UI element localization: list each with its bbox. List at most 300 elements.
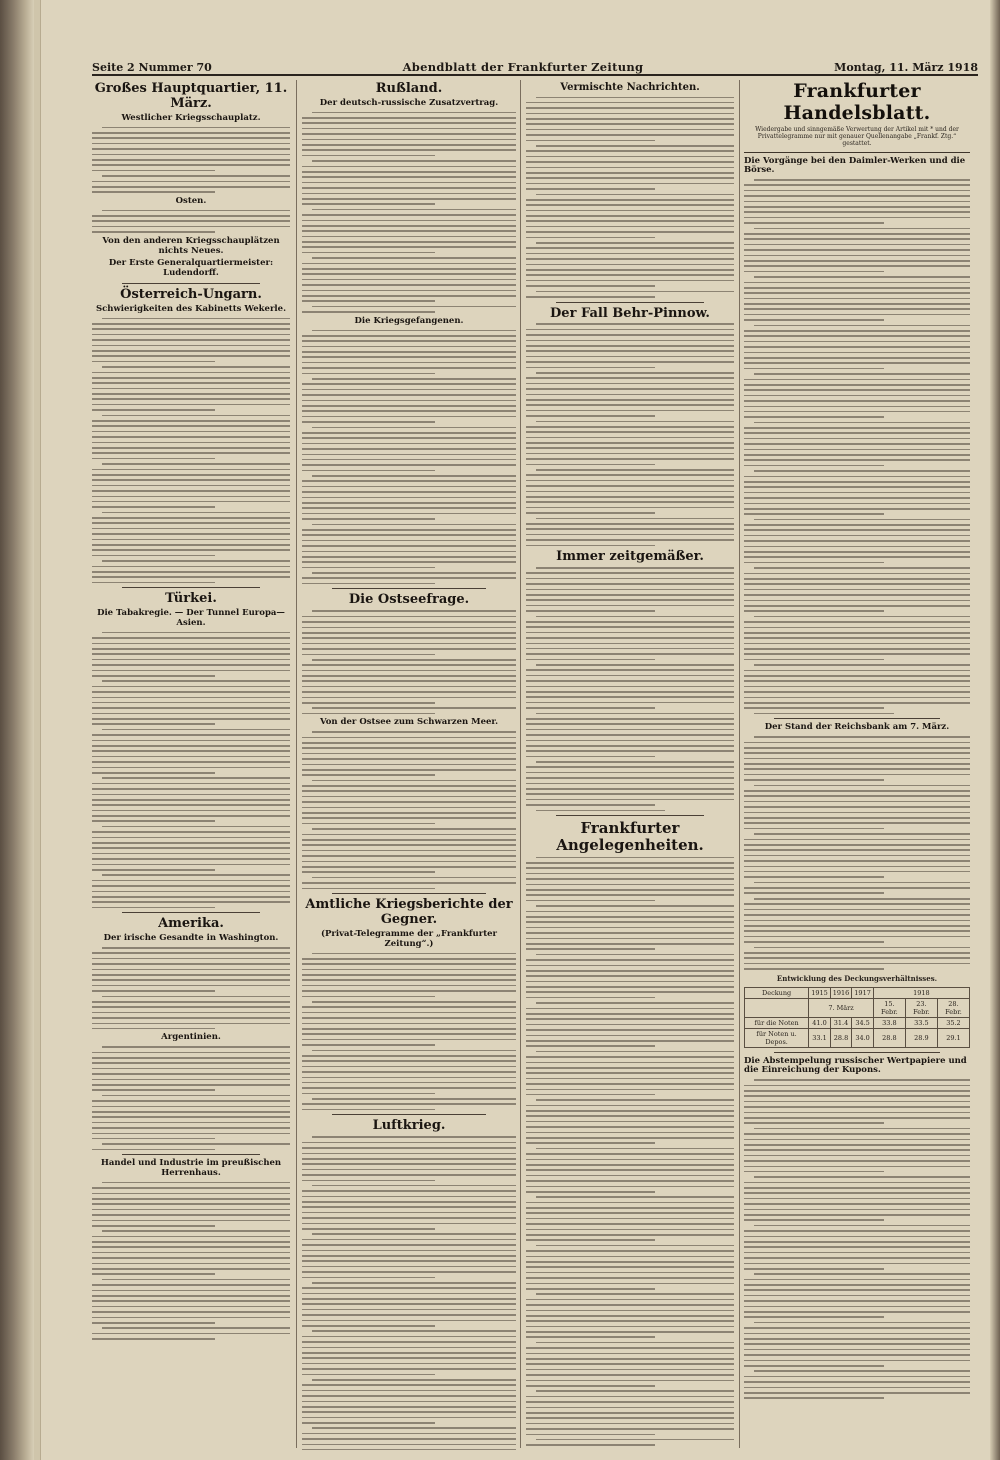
divider: [744, 152, 970, 153]
text-line: [744, 459, 970, 461]
text-line: [312, 524, 516, 526]
text-line: [312, 330, 516, 332]
section-heading: Der Fall Behr-Pinnow.: [550, 305, 710, 321]
table-cell: 7. März: [809, 998, 874, 1017]
text-line: [302, 643, 516, 645]
text-line: [302, 1055, 516, 1057]
text-line: [744, 271, 884, 273]
text-line: [302, 1174, 516, 1176]
text-line: [302, 241, 516, 243]
text-line: [744, 1144, 970, 1146]
text-line: [526, 150, 734, 152]
text-line: [754, 1176, 970, 1178]
text-line: [92, 891, 290, 893]
text-line: [92, 1257, 290, 1259]
text-line: [92, 707, 290, 709]
text-line: [302, 1071, 516, 1073]
text-line: [92, 1100, 290, 1102]
text-line: [744, 779, 884, 781]
text-line: [526, 884, 734, 886]
divider: [122, 1154, 260, 1155]
text-line: [526, 862, 734, 864]
text-line: [92, 1017, 290, 1019]
text-line: [526, 1347, 734, 1349]
text-line: [302, 1347, 516, 1349]
text-line: [92, 1073, 290, 1075]
text-line: [302, 284, 516, 286]
text-line: [92, 220, 290, 222]
text-line: [92, 420, 290, 422]
text-line: [302, 529, 516, 531]
text-line: [302, 823, 435, 825]
subheading: Der irische Gesandte in Washington.: [103, 933, 279, 944]
text-line: [526, 740, 734, 742]
text-line: [744, 1268, 884, 1270]
text-line: [302, 405, 516, 407]
text-line: [92, 713, 290, 715]
text-line: [744, 1209, 970, 1211]
text-line: [744, 1219, 884, 1221]
subheading: Osten.: [175, 195, 207, 206]
text-line: [92, 154, 290, 156]
text-line: [302, 1314, 516, 1316]
text-line: [744, 876, 884, 878]
text-line: [744, 206, 970, 208]
text-line: [92, 963, 290, 965]
table-cell: 28.8: [830, 1028, 852, 1047]
text-line: [754, 898, 970, 900]
text-line: [526, 399, 734, 401]
text-line: [526, 1417, 734, 1419]
text-line: [526, 534, 734, 536]
text-line: [526, 415, 655, 417]
text-line: [302, 1163, 516, 1165]
table-header: 1916: [830, 987, 852, 998]
text-line: [302, 1401, 516, 1403]
text-line: [92, 697, 290, 699]
text-line: [526, 1261, 734, 1263]
text-line: [744, 600, 970, 602]
text-line: [302, 373, 435, 375]
text-line: [302, 1287, 516, 1289]
text-line: [92, 334, 290, 336]
text-line: [92, 539, 290, 541]
text-line: [92, 718, 290, 720]
text-line: [526, 394, 734, 396]
text-line: [302, 1077, 516, 1079]
text-line: [302, 1028, 516, 1030]
text-line: [744, 346, 970, 348]
text-line: [92, 653, 290, 655]
text-line: [302, 1250, 516, 1252]
text-line: [744, 535, 970, 537]
text-line: [302, 1023, 516, 1025]
text-line: [744, 341, 970, 343]
text-line: [744, 508, 970, 510]
text-line: [312, 1136, 516, 1138]
text-line: [302, 974, 516, 976]
text-line: [302, 985, 516, 987]
text-line: [744, 627, 970, 629]
text-line: [302, 459, 516, 461]
text-line: [526, 873, 734, 875]
text-line: [302, 1044, 435, 1046]
text-line: [744, 903, 970, 905]
subheading: Von den anderen Kriegsschauplätzen nichts Neues.: [102, 235, 280, 256]
text-line: [302, 236, 516, 238]
text-line: [302, 1223, 516, 1225]
text-line: [92, 815, 290, 817]
text-line: [526, 1008, 734, 1010]
column-rule: [520, 80, 521, 1448]
text-line: [92, 485, 290, 487]
text-line: [92, 952, 290, 954]
text-line: [302, 1368, 516, 1370]
text-line: [92, 452, 290, 454]
text-line: [744, 1198, 970, 1200]
text-line: [312, 1098, 516, 1100]
text-line: [526, 783, 734, 785]
divider: [556, 302, 704, 303]
text-line: [92, 1203, 290, 1205]
text-line: [744, 1289, 970, 1291]
text-line: [526, 718, 734, 720]
section-heading: Rußland.: [375, 81, 443, 96]
text-line: [526, 1369, 734, 1371]
text-line: [302, 410, 516, 412]
text-line: [92, 664, 290, 666]
text-line: [744, 925, 970, 927]
text-line: [102, 1095, 290, 1097]
text-line: [92, 143, 290, 145]
section-heading: Amtliche Kriegsberichte der Gegner.: [305, 897, 513, 928]
text-line: [744, 1155, 970, 1157]
text-line: [312, 659, 516, 661]
section-heading: Die Ostseefrage.: [348, 592, 470, 608]
text-line: [526, 528, 734, 530]
text-line: [526, 734, 734, 736]
newspaper-name: Abendblatt der Frankfurter Zeitung: [402, 60, 644, 74]
text-line: [536, 810, 665, 812]
text-line: [754, 713, 894, 715]
text-line: [526, 1175, 734, 1177]
text-line: [744, 887, 970, 889]
text-line: [92, 1300, 290, 1302]
text-line: [302, 448, 516, 450]
text-line: [302, 1169, 516, 1171]
text-line: [526, 1423, 734, 1425]
text-line: [744, 1333, 970, 1335]
text-line: [744, 384, 970, 386]
text-line: [526, 285, 655, 287]
text-line: [92, 896, 290, 898]
text-line: [536, 1245, 734, 1247]
text-line: [526, 793, 734, 795]
text-line: [302, 144, 516, 146]
text-line: [302, 171, 516, 173]
text-line: [302, 351, 516, 353]
text-line: [526, 258, 734, 260]
text-line: [92, 734, 290, 736]
text-line: [302, 675, 516, 677]
text-line: [526, 605, 734, 607]
text-line: [526, 183, 734, 185]
text-line: [526, 340, 734, 342]
text-line: [302, 1444, 516, 1446]
text-line: [526, 204, 734, 206]
text-line: [536, 194, 734, 196]
text-line: [744, 1117, 970, 1119]
text-line: [744, 790, 970, 792]
text-line: [526, 1412, 734, 1414]
text-line: [744, 249, 970, 251]
text-line: [302, 648, 516, 650]
text-line: [744, 1230, 970, 1232]
text-line: [536, 905, 734, 907]
text-line: [744, 594, 970, 596]
text-line: [92, 361, 215, 363]
text-line: [526, 474, 734, 476]
text-line: [92, 643, 290, 645]
text-line: [102, 1046, 290, 1048]
text-line: [92, 571, 290, 573]
headline: Großes Hauptquartier, 11. März.: [94, 81, 288, 111]
text-line: [744, 1311, 970, 1313]
text-line: [526, 804, 655, 806]
article-text: [302, 330, 516, 585]
text-line: [92, 1317, 290, 1319]
text-line: [744, 282, 970, 284]
text-line: [302, 300, 435, 302]
text-line: [744, 1252, 970, 1254]
text-line: [92, 723, 215, 725]
text-line: [536, 1099, 734, 1101]
text-line: [302, 133, 516, 135]
text-line: [744, 1397, 884, 1399]
text-line: [526, 161, 734, 163]
subheading: Schwierigkeiten des Kabinetts Wekerle.: [95, 303, 287, 314]
text-line: [92, 1252, 290, 1254]
text-line: [526, 1288, 655, 1290]
text-line: [302, 686, 516, 688]
text-line: [744, 637, 970, 639]
text-line: [526, 107, 734, 109]
text-line: [744, 849, 970, 851]
text-line: [744, 589, 970, 591]
text-line: [102, 826, 290, 828]
text-line: [302, 742, 516, 744]
text-line: [312, 160, 516, 162]
text-line: [312, 257, 516, 259]
text-line: [536, 291, 734, 293]
text-line: [102, 680, 290, 682]
text-line: [526, 1013, 734, 1015]
text-line: [302, 545, 516, 547]
column-rule: [739, 80, 740, 1448]
text-line: [92, 1149, 215, 1151]
text-line: [302, 1320, 516, 1322]
text-line: [92, 670, 290, 672]
text-line: [526, 702, 734, 704]
text-line: [754, 1079, 970, 1081]
text-line: [302, 1374, 435, 1376]
text-line: [536, 1002, 734, 1004]
text-line: [302, 1217, 516, 1219]
text-line: [526, 523, 734, 525]
subheading: (Privat-Telegramme der „Frankfurter Zeitung“.): [320, 928, 498, 949]
text-line: [526, 589, 734, 591]
text-line: [302, 1293, 516, 1295]
text-line: [744, 1090, 970, 1092]
text-line: [526, 1094, 655, 1096]
text-line: [744, 909, 970, 911]
text-line: [526, 1239, 655, 1241]
text-line: [302, 1017, 516, 1019]
text-line: [302, 1153, 516, 1155]
text-line: [526, 1164, 734, 1166]
text-line: [92, 231, 215, 233]
text-line: [302, 513, 516, 515]
text-line: [526, 927, 734, 929]
text-line: [92, 555, 215, 557]
text-line: [744, 190, 970, 192]
text-line: [302, 996, 435, 998]
divider: [332, 588, 486, 589]
text-line: [744, 308, 970, 310]
text-line: [754, 1128, 970, 1130]
text-line: [102, 1279, 290, 1281]
text-line: [302, 583, 435, 585]
text-line: [302, 1266, 516, 1268]
text-line: [526, 1396, 734, 1398]
column-4: [744, 80, 970, 1450]
text-line: [302, 340, 516, 342]
text-line: [102, 127, 290, 129]
text-line: [526, 1250, 734, 1252]
text-line: [744, 529, 970, 531]
text-line: [92, 810, 290, 812]
text-line: [754, 276, 970, 278]
section-heading: Frankfurter Angelegenheiten.: [556, 819, 704, 855]
text-line: [744, 648, 970, 650]
text-line: [526, 916, 734, 918]
text-line: [102, 1230, 290, 1232]
text-line: [302, 796, 516, 798]
text-line: [526, 215, 734, 217]
article-text: [302, 953, 516, 1111]
text-line: [302, 187, 516, 189]
section-title: Frankfurter Handelsblatt.: [783, 80, 931, 124]
text-line: [526, 991, 734, 993]
text-line: [92, 1198, 290, 1200]
text-line: [302, 182, 516, 184]
page-edge: [990, 0, 1000, 1460]
text-line: [744, 839, 970, 841]
signature: Der Erste Generalquartiermeister: Ludendorff.: [108, 258, 274, 279]
text-line: [302, 122, 516, 124]
text-line: [92, 1079, 290, 1081]
table-cell: 34.0: [852, 1028, 874, 1047]
text-line: [526, 921, 734, 923]
text-line: [302, 421, 435, 423]
text-line: [102, 632, 290, 634]
text-line: [92, 675, 215, 677]
text-line: [302, 1060, 516, 1062]
divider: [774, 1052, 940, 1053]
text-line: [526, 199, 734, 201]
article-text: [302, 112, 516, 313]
text-line: [744, 1300, 970, 1302]
text-line: [302, 1422, 435, 1424]
text-line: [526, 686, 734, 688]
article-text: [526, 97, 734, 298]
text-line: [92, 979, 290, 981]
text-line: [526, 1380, 734, 1382]
text-line: [302, 295, 516, 297]
article-text: [92, 632, 290, 909]
text-line: [526, 512, 655, 514]
text-line: [302, 356, 516, 358]
text-line: [536, 1196, 734, 1198]
text-line: [744, 1203, 970, 1205]
text-line: [754, 882, 970, 884]
text-line: [302, 1255, 516, 1257]
text-line: [302, 1147, 516, 1149]
text-line: [744, 292, 970, 294]
text-line: [526, 410, 734, 412]
text-line: [302, 1212, 516, 1214]
text-line: [526, 1110, 734, 1112]
text-line: [302, 263, 516, 265]
text-line: [302, 518, 435, 520]
text-line: [302, 990, 516, 992]
text-line: [526, 1223, 734, 1225]
section-heading: Luftkrieg.: [372, 1118, 446, 1134]
text-line: [744, 438, 970, 440]
text-line: [302, 680, 516, 682]
text-line: [526, 1336, 655, 1338]
text-line: [526, 594, 734, 596]
text-line: [744, 233, 970, 235]
text-line: [536, 421, 734, 423]
column-2: [302, 80, 516, 1450]
text-line: [302, 149, 516, 151]
text-line: [102, 1143, 290, 1145]
text-line: [302, 812, 516, 814]
text-line: [92, 880, 290, 882]
text-line: [302, 1228, 435, 1230]
text-line: [302, 470, 435, 472]
text-line: [754, 1273, 970, 1275]
text-line: [302, 1260, 516, 1262]
text-line: [744, 920, 970, 922]
text-line: [526, 970, 734, 972]
text-line: [744, 1365, 884, 1367]
text-line: [92, 1220, 290, 1222]
text-line: [92, 1057, 290, 1059]
text-line: [744, 605, 970, 607]
text-line: [526, 1428, 734, 1430]
text-line: [302, 491, 516, 493]
text-line: [744, 653, 970, 655]
text-line: [754, 1322, 970, 1324]
text-line: [312, 731, 516, 733]
text-line: [92, 1306, 290, 1308]
text-line: [302, 1201, 516, 1203]
text-line: [92, 442, 290, 444]
text-line: [92, 1068, 290, 1070]
text-line: [526, 900, 655, 902]
